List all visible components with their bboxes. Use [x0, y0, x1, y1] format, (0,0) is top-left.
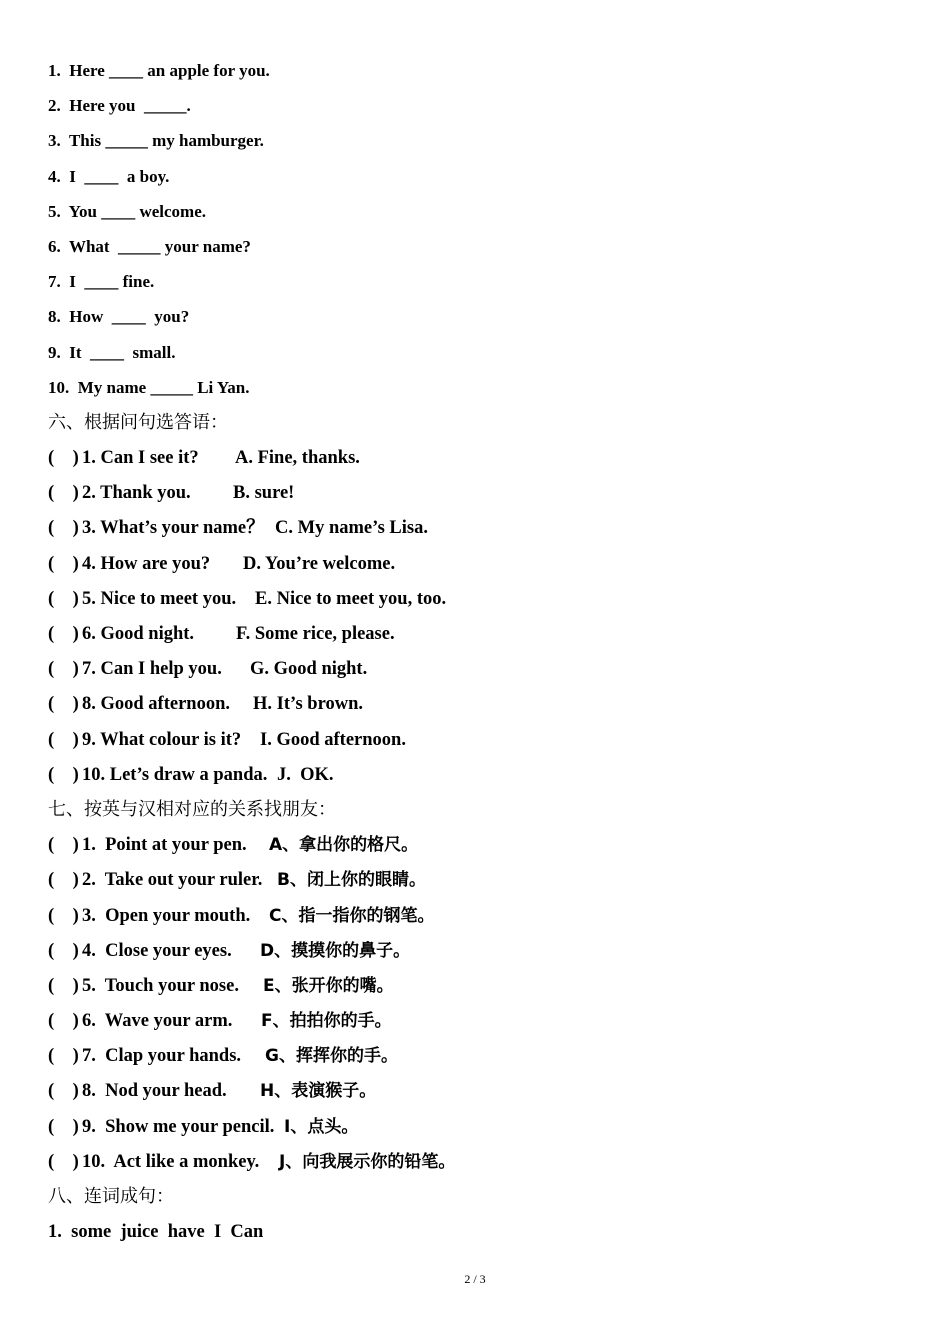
- question-text: 9. What colour is it?: [82, 729, 242, 750]
- answer-blank: ( ): [48, 659, 79, 680]
- question-text: 2. Thank you.: [82, 483, 191, 504]
- answer-blank: ( ): [48, 448, 79, 469]
- match-row: [48, 725, 908, 760]
- match-row: [48, 936, 908, 971]
- answer-option: G、挥挥你的手。: [265, 1046, 398, 1067]
- answer-blank: ( ): [48, 553, 79, 574]
- answer-option: J、向我展示你的铅笔。: [279, 1151, 456, 1172]
- match-row: [48, 549, 908, 584]
- word-order-item: 1. some juice have I Can: [48, 1222, 264, 1243]
- question-text: 4. How are you?: [82, 553, 211, 574]
- question-text: 8. Nod your head.: [82, 1081, 227, 1102]
- match-row: [48, 830, 908, 865]
- question-text: 1. Point at your pen.: [82, 835, 247, 856]
- fill-blank-item: 4. I ____ a boy.: [48, 166, 170, 186]
- question-text: 7. Clap your hands.: [82, 1046, 242, 1067]
- match-row: [48, 513, 908, 548]
- match-row: [48, 901, 908, 936]
- section-8-heading: 八、连词成句：: [48, 1186, 174, 1207]
- question-text: 2. Take out your ruler.: [82, 870, 263, 891]
- question-text: 6. Good night.: [82, 624, 195, 644]
- answer-blank: ( ): [48, 835, 79, 856]
- answer-blank: ( ): [48, 1011, 79, 1032]
- answer-blank: ( ): [48, 1151, 79, 1172]
- answer-blank: ( ): [48, 975, 79, 996]
- section-7: [48, 795, 908, 1182]
- answer-option: F. Some rice, please.: [236, 624, 395, 644]
- match-row: [48, 760, 908, 795]
- fill-blank-item: 10. My name _____ Li Yan.: [48, 377, 250, 397]
- answer-blank: ( ): [48, 729, 79, 750]
- fill-blank-item: 1. Here ____ an apple for you.: [48, 61, 270, 80]
- question-text: 1. Can I see it?: [82, 448, 199, 469]
- answer-blank: ( ): [48, 694, 79, 715]
- answer-option: E、张开你的嘴。: [263, 975, 394, 996]
- question-text: 5. Touch your nose.: [82, 975, 239, 996]
- answer-option: A、拿出你的格尺。: [269, 835, 419, 856]
- page-number: 2 / 3: [464, 1272, 486, 1286]
- question-text: 10. Act like a monkey.: [82, 1151, 260, 1172]
- answer-option: C、指一指你的钢笔。: [269, 905, 435, 926]
- section-7-heading: 七、按英与汉相对应的关系找朋友：: [48, 798, 336, 820]
- answer-option: C. My name’s Lisa.: [275, 518, 428, 539]
- fill-blank-item: 5. You ____ welcome.: [48, 201, 207, 221]
- answer-blank: ( ): [48, 1046, 79, 1067]
- question-text: 8. Good afternoon.: [82, 694, 230, 715]
- fill-blank-section: [48, 56, 908, 408]
- answer-blank: ( ): [48, 1116, 79, 1137]
- match-row: [48, 1076, 908, 1111]
- question-text: 5. Nice to meet you.: [82, 588, 237, 609]
- answer-option: B、闭上你的眼睛。: [277, 870, 426, 891]
- answer-blank: ( ): [48, 624, 79, 644]
- answer-option: F、拍拍你的手。: [261, 1011, 392, 1032]
- answer-option: D、摸摸你的鼻子。: [260, 940, 411, 961]
- answer-option: A. Fine, thanks.: [235, 448, 360, 469]
- answer-option: I、点头。: [284, 1116, 359, 1137]
- answer-blank: ( ): [48, 588, 79, 609]
- answer-option: B. sure!: [233, 483, 295, 504]
- match-row: [48, 689, 908, 724]
- match-row: [48, 865, 908, 900]
- answer-option: I. Good afternoon.: [260, 729, 406, 750]
- answer-blank: ( ): [48, 905, 79, 926]
- section-8: [48, 1182, 908, 1252]
- answer-option: E. Nice to meet you, too.: [255, 588, 447, 609]
- match-row: [48, 1041, 908, 1076]
- answer-blank: ( ): [48, 518, 79, 539]
- match-row: [48, 654, 908, 689]
- answer-option: J. OK.: [277, 764, 334, 785]
- match-row: [48, 1147, 908, 1182]
- answer-blank: ( ): [48, 940, 79, 961]
- answer-option: D. You’re welcome.: [243, 553, 396, 574]
- worksheet-page: [48, 56, 908, 1252]
- answer-option: G. Good night.: [250, 659, 368, 680]
- match-row: [48, 1006, 908, 1041]
- answer-blank: ( ): [48, 1081, 79, 1102]
- match-row: [48, 443, 908, 478]
- match-row: [48, 1112, 908, 1147]
- answer-blank: ( ): [48, 870, 79, 891]
- answer-blank: ( ): [48, 483, 79, 504]
- answer-blank: ( ): [48, 764, 79, 785]
- match-row: [48, 584, 908, 619]
- section-6: [48, 408, 908, 795]
- question-text: 9. Show me your pencil.: [82, 1116, 275, 1137]
- fill-blank-item: 7. I ____ fine.: [48, 272, 155, 292]
- fill-blank-item: 6. What _____ your name?: [48, 236, 251, 256]
- fill-blank-item: 8. How ____ you?: [48, 307, 190, 327]
- fill-blank-item: 9. It ____ small.: [48, 342, 176, 362]
- fill-blank-item: 2. Here you _____.: [48, 96, 191, 116]
- question-text: 7. Can I help you.: [82, 659, 222, 680]
- section-6-heading: 六、根据问句选答语：: [48, 411, 228, 433]
- question-text: 3. What’s your name？: [82, 518, 265, 539]
- answer-option: H、表演猴子。: [260, 1081, 377, 1102]
- question-text: 6. Wave your arm.: [82, 1011, 233, 1032]
- match-row: [48, 619, 908, 654]
- question-text: 4. Close your eyes.: [82, 940, 232, 961]
- fill-blank-item: 3. This _____ my hamburger.: [48, 131, 264, 151]
- match-row: [48, 971, 908, 1006]
- question-text: 3. Open your mouth.: [82, 905, 251, 926]
- match-row: [48, 478, 908, 513]
- answer-option: H. It’s brown.: [253, 694, 363, 715]
- question-text: 10. Let’s draw a panda.: [82, 764, 268, 785]
